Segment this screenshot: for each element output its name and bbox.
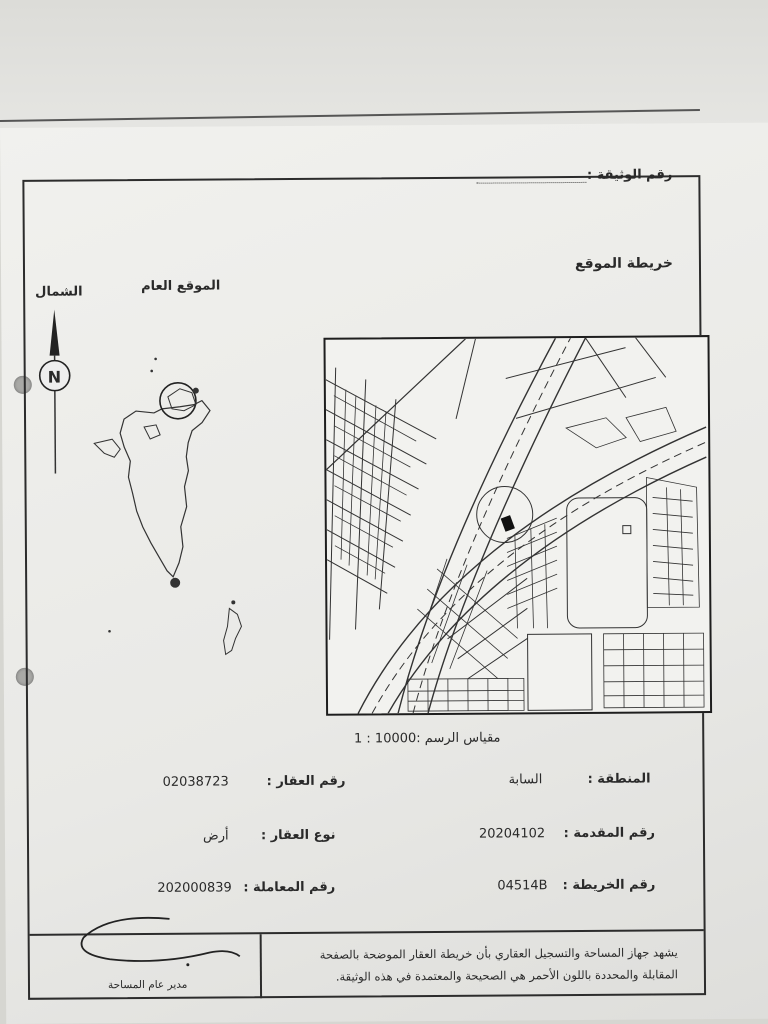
map-number-value: 04514B (497, 878, 548, 894)
area-value: السابة (508, 772, 543, 788)
doc-number-label: رقم الوثيقة : (586, 167, 673, 183)
property-number-label: رقم العقار : (266, 773, 346, 790)
signature-mark (69, 912, 249, 973)
area-label: المنطقة : (587, 771, 651, 787)
property-number-value: 02038723 (162, 774, 229, 790)
map-number-label: رقم الخريطة : (562, 877, 656, 894)
certification-line-2: المقابلة والمحددة باللون الأحمر هي الصحيحة والمعتمدة في هذه الوثيقة. (335, 967, 678, 984)
north-arrow-icon (37, 308, 72, 474)
general-location-map (83, 330, 275, 661)
signatory-title: مدير عام المساحة (107, 978, 188, 992)
north-letter: N (47, 367, 62, 387)
prefix-number-label: رقم المقدمة : (563, 825, 655, 842)
location-map-title: خريطة الموقع (574, 255, 674, 272)
footer-divider (260, 934, 262, 998)
certification-line-1: يشهد جهاز المساحة والتسجيل العقاري بأن خريطة العقار الموضحة بالصفحة (319, 945, 678, 962)
property-type-label: نوع العقار : (260, 827, 336, 844)
general-location-title: الموقع العام (141, 278, 221, 295)
scale-label: مقياس الرسم : (416, 730, 501, 747)
transaction-number-value: 202000839 (157, 880, 232, 896)
location-map-drawing (325, 337, 710, 714)
location-map (323, 335, 712, 716)
prefix-number-value: 20204102 (478, 826, 546, 842)
transaction-number-label: رقم المعاملة : (243, 879, 336, 896)
certification-footer (30, 929, 704, 1000)
scale-value: 1 : 10000 (353, 731, 417, 747)
north-label: الشمال (35, 284, 83, 300)
document-page (0, 123, 768, 1024)
property-type-value: أرض (202, 828, 229, 844)
document-frame (22, 167, 706, 1000)
doc-number-line (476, 182, 586, 184)
